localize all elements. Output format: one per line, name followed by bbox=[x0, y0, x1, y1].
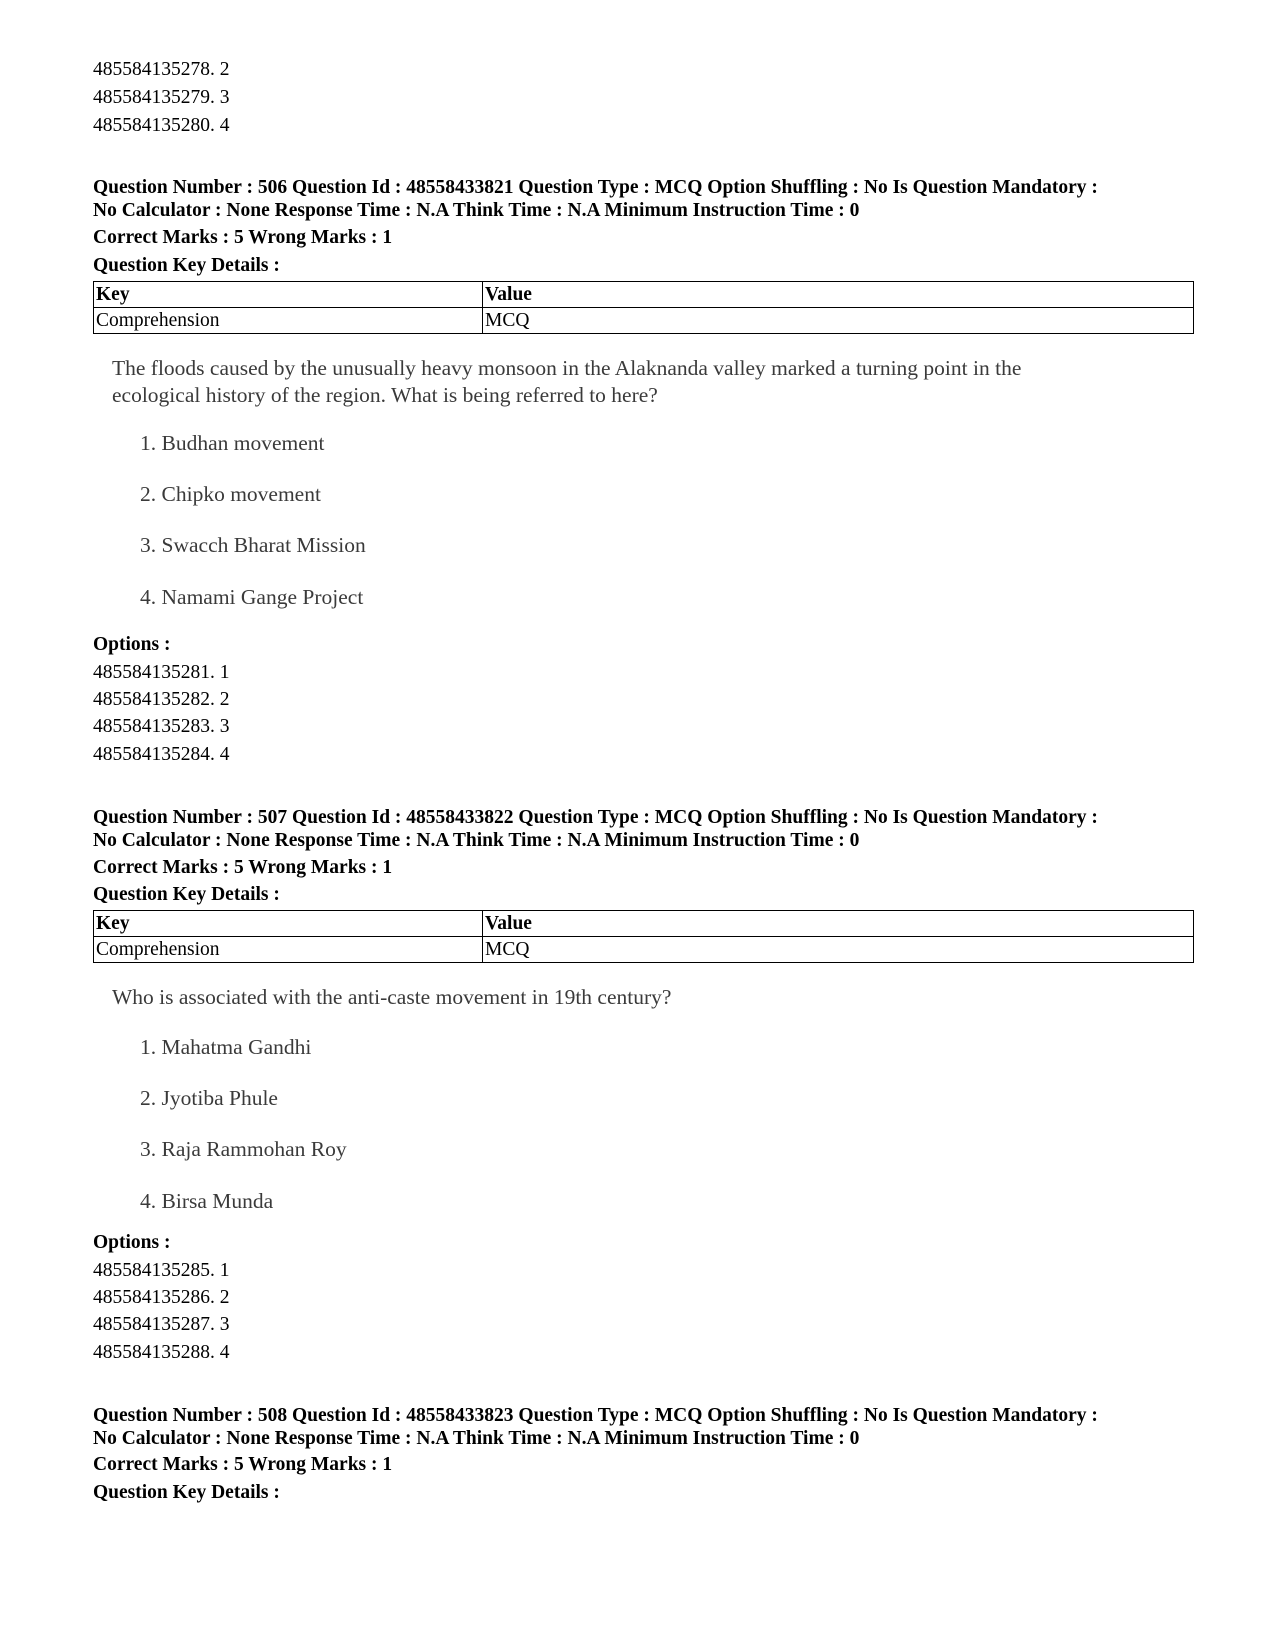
key-details-table bbox=[93, 910, 1194, 963]
question-header-line2: No Calculator : None Response Time : N.A Think Time : N.A Minimum Instruction Time : 0 bbox=[93, 1428, 860, 1449]
question-text: Who is associated with the anti-caste movement in 19th century? bbox=[112, 985, 672, 1009]
marks-line: Correct Marks : 5 Wrong Marks : 1 bbox=[93, 1454, 393, 1475]
option-line: 485584135280. 4 bbox=[93, 115, 230, 136]
option-line: 485584135286. 2 bbox=[93, 1287, 230, 1308]
option-line: 485584135283. 3 bbox=[93, 716, 230, 737]
question-choice: 4. Birsa Munda bbox=[140, 1189, 274, 1213]
options-label: Options : bbox=[93, 634, 171, 655]
question-header-line2: No Calculator : None Response Time : N.A Think Time : N.A Minimum Instruction Time : 0 bbox=[93, 830, 860, 851]
table-header-value: Value bbox=[483, 282, 1194, 308]
question-header-line1: Question Number : 507 Question Id : 48558433822 Question Type : MCQ Option Shuffling : No Is Question Mandatory : bbox=[93, 807, 1098, 828]
question-choice: 3. Swacch Bharat Mission bbox=[140, 533, 366, 557]
option-line: 485584135285. 1 bbox=[93, 1260, 230, 1281]
key-details-table bbox=[93, 281, 1194, 334]
table-cell-key: Comprehension bbox=[94, 937, 483, 963]
key-details-label: Question Key Details : bbox=[93, 1482, 280, 1503]
option-line: 485584135279. 3 bbox=[93, 87, 230, 108]
marks-line: Correct Marks : 5 Wrong Marks : 1 bbox=[93, 857, 393, 878]
table-header-key: Key bbox=[94, 282, 483, 308]
question-choice: 1. Budhan movement bbox=[140, 431, 325, 455]
question-header-line1: Question Number : 506 Question Id : 48558433821 Question Type : MCQ Option Shuffling : No Is Question Mandatory : bbox=[93, 177, 1098, 198]
question-header-line1: Question Number : 508 Question Id : 48558433823 Question Type : MCQ Option Shuffling : No Is Question Mandatory : bbox=[93, 1405, 1098, 1426]
option-line: 485584135281. 1 bbox=[93, 662, 230, 683]
table-cell-key: Comprehension bbox=[94, 308, 483, 334]
table-header-value: Value bbox=[483, 911, 1194, 937]
option-line: 485584135284. 4 bbox=[93, 744, 230, 765]
key-details-label: Question Key Details : bbox=[93, 884, 280, 905]
option-line: 485584135278. 2 bbox=[93, 59, 230, 80]
question-choice: 2. Chipko movement bbox=[140, 482, 321, 506]
option-line: 485584135287. 3 bbox=[93, 1314, 230, 1335]
table-cell-value: MCQ bbox=[483, 308, 1194, 334]
table-cell-value: MCQ bbox=[483, 937, 1194, 963]
question-text: The floods caused by the unusually heavy monsoon in the Alaknanda valley marked a turning point in the ecological history of the region. What is being referred to here? bbox=[112, 356, 1022, 407]
question-choice: 3. Raja Rammohan Roy bbox=[140, 1137, 347, 1161]
marks-line: Correct Marks : 5 Wrong Marks : 1 bbox=[93, 227, 393, 248]
option-line: 485584135288. 4 bbox=[93, 1342, 230, 1363]
question-choice: 1. Mahatma Gandhi bbox=[140, 1035, 312, 1059]
options-label: Options : bbox=[93, 1232, 171, 1253]
question-header-line2: No Calculator : None Response Time : N.A Think Time : N.A Minimum Instruction Time : 0 bbox=[93, 200, 860, 221]
key-details-label: Question Key Details : bbox=[93, 255, 280, 276]
question-choice: 4. Namami Gange Project bbox=[140, 585, 364, 609]
option-line: 485584135282. 2 bbox=[93, 689, 230, 710]
table-header-key: Key bbox=[94, 911, 483, 937]
question-choice: 2. Jyotiba Phule bbox=[140, 1086, 278, 1110]
